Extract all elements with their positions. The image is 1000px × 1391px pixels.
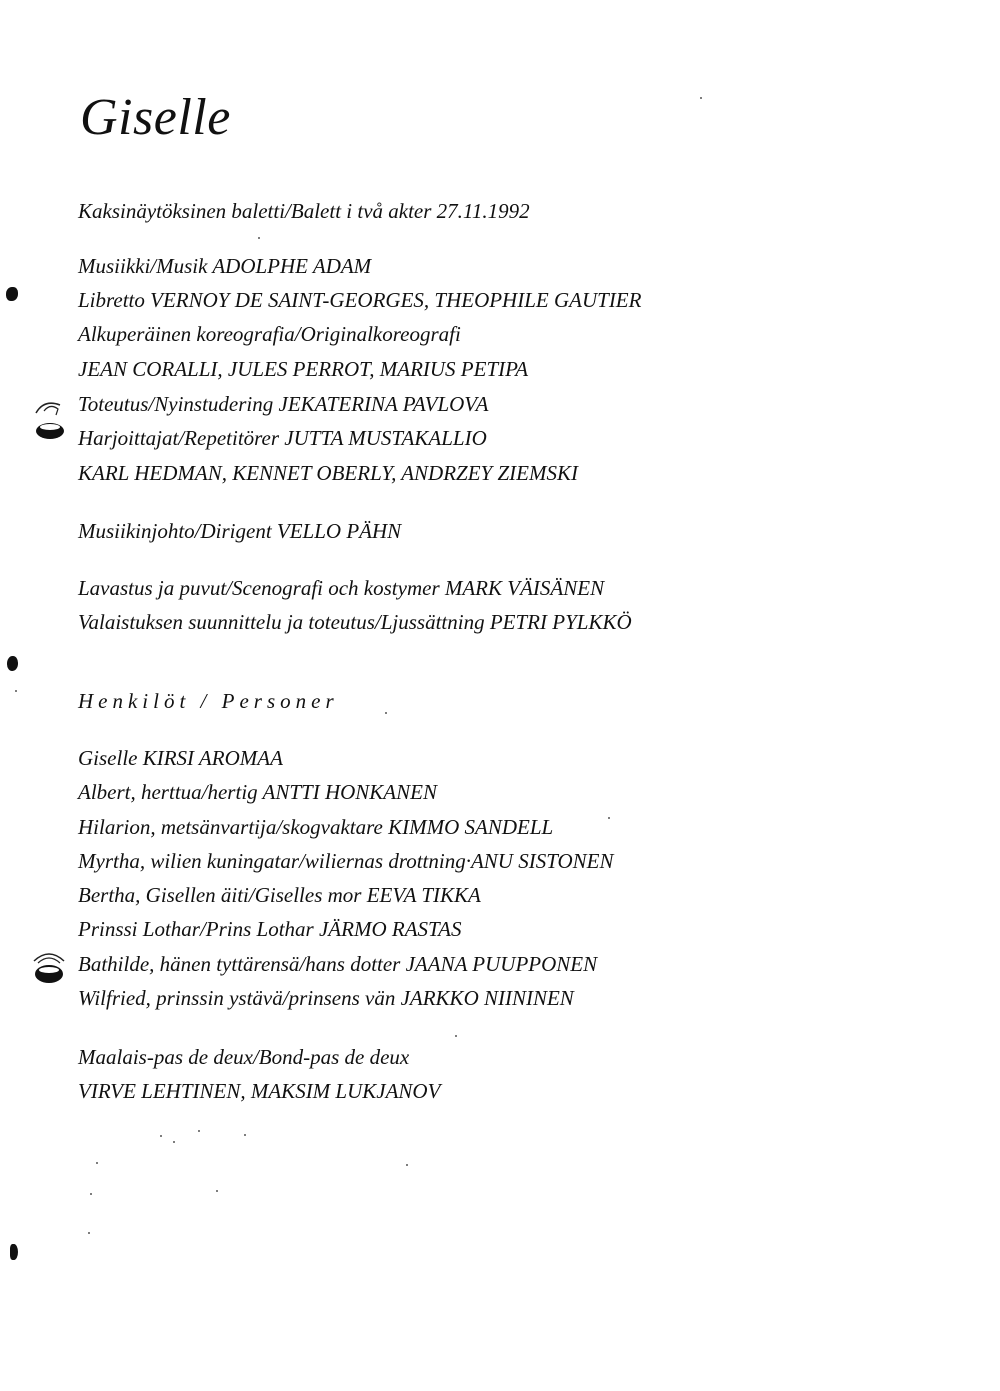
cast-item: Wilfried, prinssin ystävä/prinsens vän JARKKO NIININEN bbox=[78, 986, 574, 1010]
credit-scenography: Lavastus ja puvut/Scenografi och kostymer MARK VÄISÄNEN bbox=[78, 576, 605, 600]
page-title: Giselle bbox=[80, 89, 231, 146]
credit-libretto: Libretto VERNOY DE SAINT-GEORGES, THEOPHILE GAUTIER bbox=[78, 288, 642, 312]
pas-de-deux-title: Maalais-pas de deux/Bond-pas de deux bbox=[78, 1045, 410, 1069]
credit-music: Musiikki/Musik ADOLPHE ADAM bbox=[78, 254, 372, 278]
scan-mark-icon bbox=[10, 1244, 18, 1260]
cast-item: Albert, herttua/hertig ANTTI HONKANEN bbox=[78, 780, 437, 804]
scan-mark-icon bbox=[7, 656, 18, 671]
speck bbox=[406, 1164, 408, 1166]
credit-original-choreography: Alkuperäinen koreografia/Originalkoreografi bbox=[78, 322, 461, 346]
speck bbox=[385, 712, 387, 714]
credit-repetiteurs-cont: KARL HEDMAN, KENNET OBERLY, ANDRZEY ZIEMSKI bbox=[78, 461, 578, 485]
speck bbox=[608, 817, 610, 819]
speck bbox=[96, 1162, 98, 1164]
credit-conductor: Musiikinjohto/Dirigent VELLO PÄHN bbox=[78, 519, 402, 543]
speck bbox=[216, 1190, 218, 1192]
speck bbox=[173, 1141, 175, 1143]
credit-staging: Toteutus/Nyinstudering JEKATERINA PAVLOVA bbox=[78, 392, 489, 416]
speck bbox=[15, 690, 17, 692]
cast-item: Prinssi Lothar/Prins Lothar JÄRMO RASTAS bbox=[78, 917, 462, 941]
cast-item: Hilarion, metsänvartija/skogvaktare KIMMO SANDELL bbox=[78, 815, 554, 839]
speck bbox=[90, 1193, 92, 1195]
speck bbox=[160, 1135, 162, 1137]
credit-lighting: Valaistuksen suunnittelu ja toteutus/Ljussättning PETRI PYLKKÖ bbox=[78, 610, 632, 634]
credit-repetiteurs: Harjoittajat/Repetitörer JUTTA MUSTAKALLIO bbox=[78, 426, 487, 450]
cast-heading: Henkilöt / Personer bbox=[78, 689, 339, 713]
speck bbox=[455, 1035, 457, 1037]
speck bbox=[244, 1134, 246, 1136]
cast-item: Myrtha, wilien kuningatar/wiliernas drottning·ANU SISTONEN bbox=[78, 849, 614, 873]
punch-hole-icon bbox=[30, 393, 70, 445]
cast-item: Bathilde, hänen tyttärensä/hans dotter JAANA PUUPPONEN bbox=[78, 952, 598, 976]
credit-choreographers: JEAN CORALLI, JULES PERROT, MARIUS PETIPA bbox=[78, 357, 529, 381]
cast-item: Giselle KIRSI AROMAA bbox=[78, 746, 283, 770]
speck bbox=[700, 97, 702, 99]
scan-mark-icon bbox=[6, 287, 18, 301]
punch-hole-icon bbox=[28, 947, 70, 989]
speck bbox=[88, 1232, 90, 1234]
pas-de-deux-dancers: VIRVE LEHTINEN, MAKSIM LUKJANOV bbox=[78, 1079, 441, 1103]
cast-item: Bertha, Gisellen äiti/Giselles mor EEVA TIKKA bbox=[78, 883, 481, 907]
subtitle: Kaksinäytöksinen baletti/Balett i två akter 27.11.1992 bbox=[78, 199, 530, 223]
speck bbox=[198, 1130, 200, 1132]
speck bbox=[258, 237, 260, 239]
